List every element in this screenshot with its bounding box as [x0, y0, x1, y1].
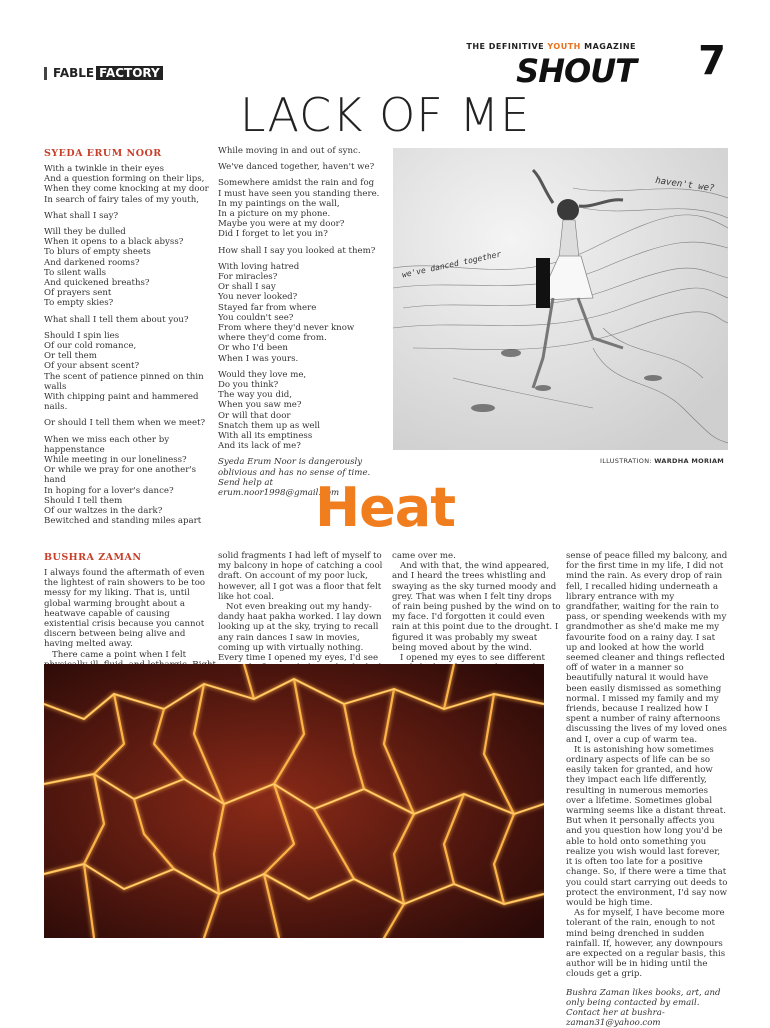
poem-stanzas-1 [44, 164, 216, 527]
essay-author: BUSHRA ZAMAN [44, 552, 142, 563]
illustration-text-2: we've danced together [401, 249, 502, 280]
section-tag-left: FABLE [53, 66, 95, 80]
poem-stanza: Should I spin lies Of our cold romance, Or tell them Of your absent scent? The scent of patience pinned on thin walls With chipping paint and hammered nails. [44, 330, 204, 413]
poem-stanza: With a twinkle in their eyes And a question forming on their lips, When they come knocking at my door In search of fairy tales of my youth, [44, 164, 209, 205]
illustration-text-1: haven't we? [654, 175, 716, 195]
poem-stanza: Will they be dulled When it opens to a black abyss? To blurs of empty sheets And darkened rooms? To silent walls And quickened breaths? Of prayers sent To empty skies? [44, 227, 184, 309]
dancer-illustration-art [393, 148, 728, 450]
essay-paragraph: It is astonishing how sometimes ordinary aspects of life can be so easily taken for granted, and how they impact each life differently, resulting in numerous memories over a lifetime. Sometimes global warming seems like a distant threat. But when it personally affects you and you question how long you'd be able to hold onto something you realize you wish would last forever, it is often too late for a positive change. So, if there were a time that you could start carrying out deeds to protect the environment, I'd say now would be high time. [566, 744, 728, 908]
poem-column-1 [44, 148, 216, 533]
poem-author-bio: Syeda Erum Noor is dangerously oblivious and has no sense of time. Send help at erum.noor1998@gmail.com [218, 457, 371, 499]
poem-stanza: When we miss each other by happenstance While meeting in our loneliness? Or while we pray for one another's hand In hoping for a lover's dance? Should I tell them Of our waltzes in the dark? Bewitched and standing miles apart [44, 434, 202, 527]
cracked-earth-art [44, 664, 544, 938]
section-tag-right: FACTORY [96, 66, 163, 80]
section-tag-bar [44, 67, 47, 80]
poem-stanza: Would they love me, Do you think? The way you did, When you saw me? Or will that door Snatch them up as well With all its emptiness And its lack of me? [218, 369, 321, 452]
poem-stanza: How shall I say you looked at them? [218, 245, 376, 256]
page-number: 7 [698, 38, 726, 84]
essay-paragraph: sense of peace filled my balcony, and for the first time in my life, I did not mind the rain. As every drop of rain fell, I recalled hiding underneath a library entrance with my grandfather, waiting for the rain to pass, or spending weekends with my grandmother as she'd make me my favourite food on a rainy day. I sat up and looked at how the world seemed cleaner and things reflected off of water in a manner so beautifully natural it would have been easily dismissed as something normal. I missed my family and my friends, because I realized how I spent a number of rainy afternoons discussing the lives of my loved ones and I, over a cup of warm tea. [566, 551, 728, 745]
poem-stanza: Or should I tell them when we meet? [44, 418, 206, 429]
essay-column-4 [566, 551, 728, 1028]
poem-column-2 [218, 146, 390, 498]
poem-stanza: While moving in and out of sync. [218, 146, 361, 156]
essay-paragraph: There came a point when I felt [52, 649, 187, 660]
poem-stanza: What shall I tell them about you? [44, 314, 189, 325]
poem-stanza: What shall I say? [44, 210, 119, 221]
essay-paragraph: came over me. [392, 551, 456, 561]
poem-stanza: We've danced together, haven't we? [218, 162, 375, 173]
essay-paragraph: Not even breaking out my handy-dandy haat pakha worked. I lay down looking up at the sky, trying to recall any rain dances I saw in movies, coming up with virtually nothing. Every time I opened my eyes, I'd see [218, 602, 382, 664]
section-tag [44, 66, 163, 80]
essay-text-4 [566, 551, 728, 980]
essay-paragraph: As for myself, I have become more tolerant of the rain, enough to not mind being drenched in sudden rainfall. If, however, any downpours are expected on a regular basis, this author will be in hiding until the clouds get a grip. [566, 908, 726, 980]
masthead [466, 38, 726, 90]
essay-paragraph: I opened my eyes to see different [400, 653, 545, 664]
masthead-logo: SHOUT [516, 52, 636, 90]
illustration-credit: ILLUSTRATION: WARDHA MORIAM [600, 457, 725, 465]
poem-stanza: Somewhere amidst the rain and fog I must have seen you standing there. In my paintings on the wall, In a picture on my phone. Maybe you were at my door? Did I forget to let you in? [218, 178, 380, 240]
dancer-illustration [393, 148, 728, 450]
essay-author-bio: Bushra Zaman likes books, art, and only being contacted by email. Contact her at bushra-zaman31@yahoo.com [566, 987, 721, 1028]
masthead-tagline: THE DEFINITIVE YOUTH MAGAZINE [466, 42, 636, 51]
cracked-earth-image [44, 664, 544, 938]
poem-title: LACK OF ME [239, 88, 531, 142]
poem-author: SYEDA ERUM NOOR [44, 148, 162, 159]
essay-paragraph: And with that, the wind appeared, and I heard the trees whistling and swaying as the sky turned moody and grey. That was when I felt tiny drops of rain being pushed by the wind on to my face. I'd forgotten it could even rain at this point due to the drought. I figured it was probably my sweat being moved about by the wind. [392, 561, 561, 653]
essay-paragraph: solid fragments I had left of myself to my balcony in hope of catching a cool draft. On account of my poor luck, however, all I got was a floor that felt like hot coal. [218, 551, 383, 602]
essay-title: Heat [314, 476, 456, 539]
poem-stanza: With loving hatred For miracles? Or shall I say You never looked? Stayed far from where You couldn't see? From where they'd never know where they'd come from. Or who I'd been When I was yours. [218, 261, 355, 364]
essay-paragraph: I always found the aftermath of even the lightest of rain showers to be too messy for my liking. That is, until global warming brought about a heatwave capable of causing existential crisis because you cannot discern between being alive and having melted away. [44, 568, 206, 650]
poem-stanzas-2 [218, 146, 390, 451]
